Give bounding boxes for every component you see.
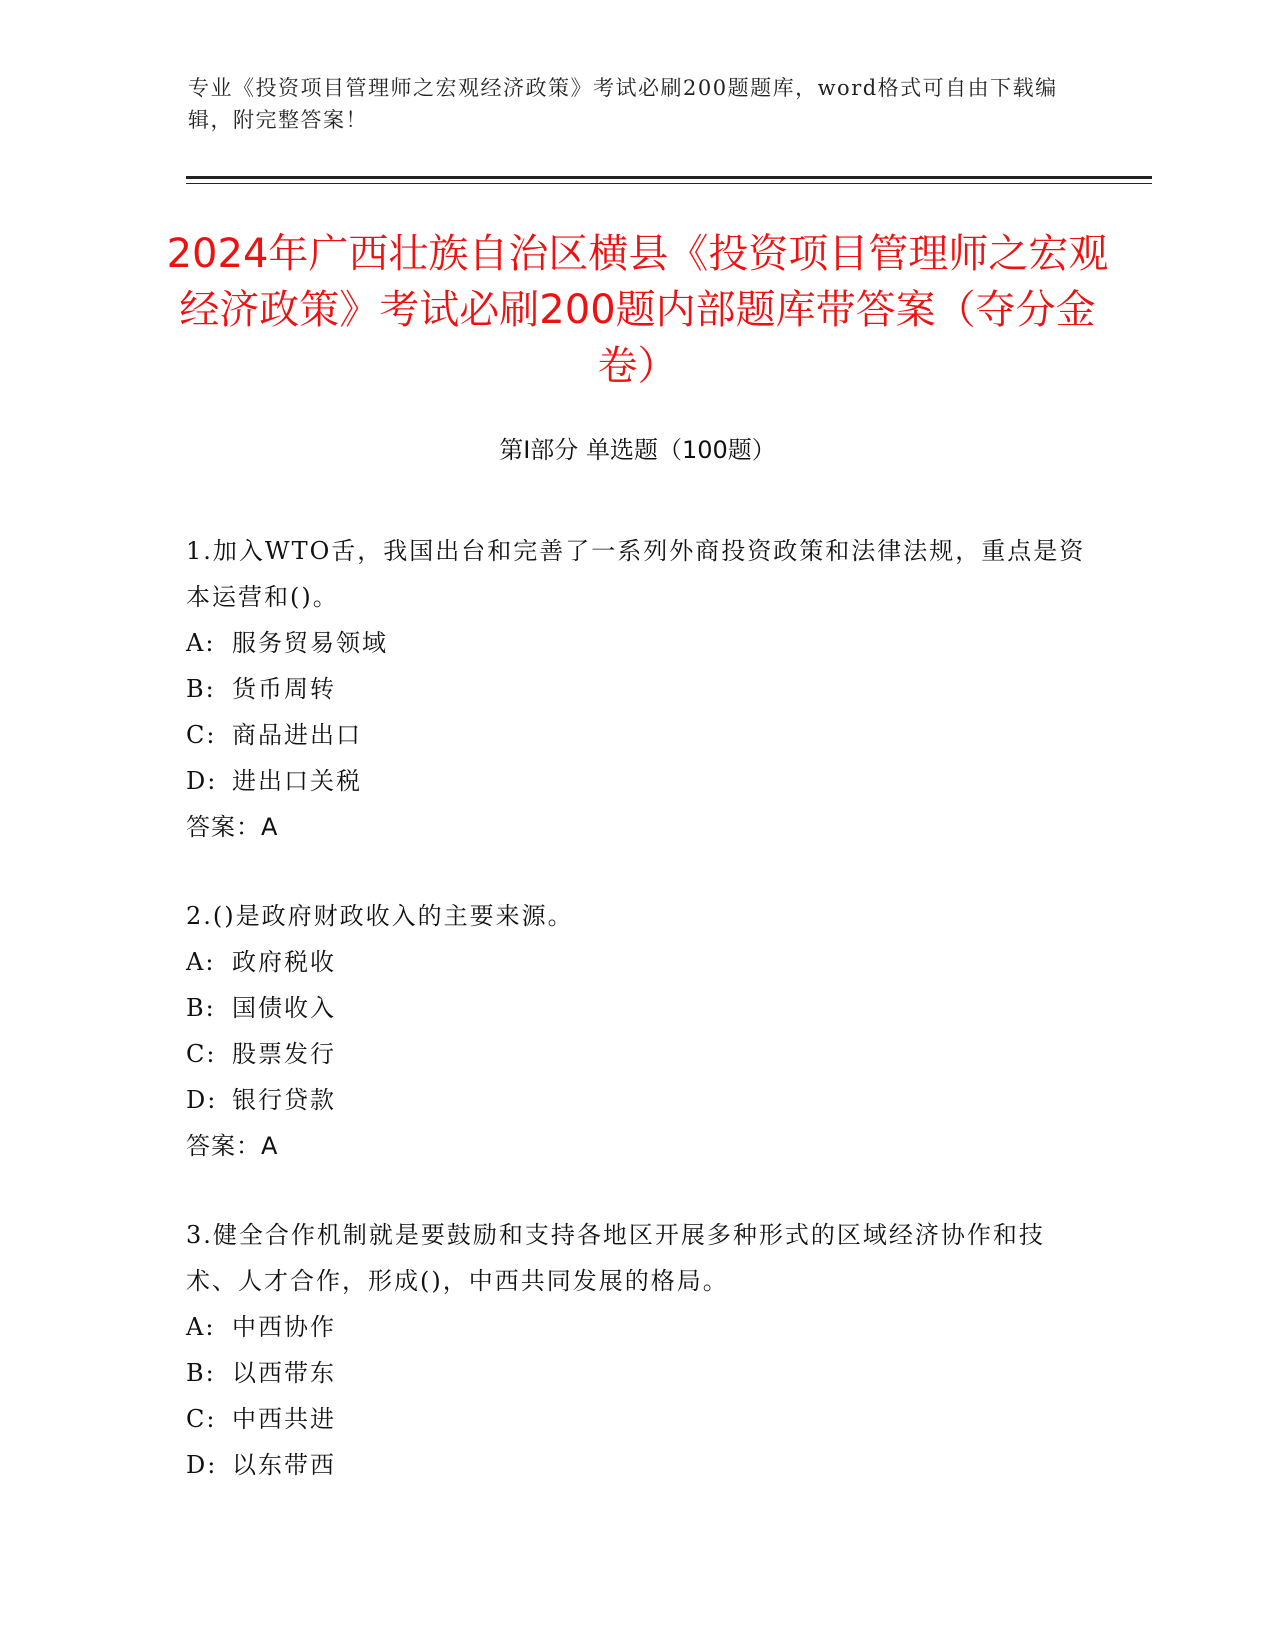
option-c bbox=[186, 712, 1086, 758]
option-b bbox=[186, 1350, 1086, 1396]
option-key: D: bbox=[186, 767, 218, 795]
option-text: 股票发行 bbox=[232, 1040, 336, 1068]
option-text: 国债收入 bbox=[232, 994, 336, 1022]
header-note: 专业《投资项目管理师之宏观经济政策》考试必刷200题题库，word格式可自由下载编辑，附完整答案！ bbox=[188, 76, 1058, 132]
option-text: 中西协作 bbox=[232, 1313, 336, 1341]
header-divider-thin bbox=[186, 183, 1152, 184]
option-key: D: bbox=[186, 1086, 218, 1114]
option-text: 银行贷款 bbox=[232, 1086, 336, 1114]
header-divider-thick bbox=[186, 176, 1152, 179]
answer: 答案：A bbox=[186, 813, 279, 841]
option-c bbox=[186, 1396, 1086, 1442]
option-b bbox=[186, 666, 1086, 712]
option-a bbox=[186, 620, 1086, 666]
question-1 bbox=[186, 528, 1086, 850]
option-b bbox=[186, 985, 1086, 1031]
question-2 bbox=[186, 893, 1086, 1169]
option-a bbox=[186, 1304, 1086, 1350]
option-c bbox=[186, 1031, 1086, 1077]
option-a bbox=[186, 939, 1086, 985]
option-key: A: bbox=[186, 1313, 216, 1341]
option-key: A: bbox=[186, 948, 216, 976]
option-text: 中西共进 bbox=[232, 1405, 336, 1433]
option-key: B: bbox=[186, 1359, 216, 1387]
answer: 答案：A bbox=[186, 1132, 279, 1160]
option-text: 政府税收 bbox=[232, 948, 336, 976]
option-key: B: bbox=[186, 675, 216, 703]
option-d bbox=[186, 758, 1086, 804]
option-text: 货币周转 bbox=[232, 675, 336, 703]
option-key: D: bbox=[186, 1451, 218, 1479]
question-3 bbox=[186, 1212, 1086, 1488]
question-stem: 3.健全合作机制就是要鼓励和支持各地区开展多种形式的区域经济协作和技术、人才合作，形成()，中西共同发展的格局。 bbox=[186, 1221, 1045, 1295]
option-d bbox=[186, 1442, 1086, 1488]
option-text: 商品进出口 bbox=[232, 721, 362, 749]
option-text: 进出口关税 bbox=[232, 767, 362, 795]
option-key: A: bbox=[186, 629, 216, 657]
option-d bbox=[186, 1077, 1086, 1123]
option-key: C: bbox=[186, 721, 217, 749]
option-key: C: bbox=[186, 1040, 217, 1068]
option-text: 服务贸易领域 bbox=[232, 629, 388, 657]
document-title: 2024年广西壮族自治区横县《投资项目管理师之宏观经济政策》考试必刷200题内部题库带答案（夺分金卷） bbox=[166, 231, 1109, 389]
option-key: C: bbox=[186, 1405, 217, 1433]
section-title: 第Ⅰ部分 单选题（100题） bbox=[499, 436, 776, 464]
question-stem: 1.加入WTO舌，我国出台和完善了一系列外商投资政策和法律法规，重点是资本运营和()。 bbox=[186, 537, 1086, 611]
option-text: 以东带西 bbox=[232, 1451, 336, 1479]
option-key: B: bbox=[186, 994, 216, 1022]
question-stem: 2.()是政府财政收入的主要来源。 bbox=[186, 902, 574, 930]
question-list bbox=[186, 528, 1086, 1531]
option-text: 以西带东 bbox=[232, 1359, 336, 1387]
